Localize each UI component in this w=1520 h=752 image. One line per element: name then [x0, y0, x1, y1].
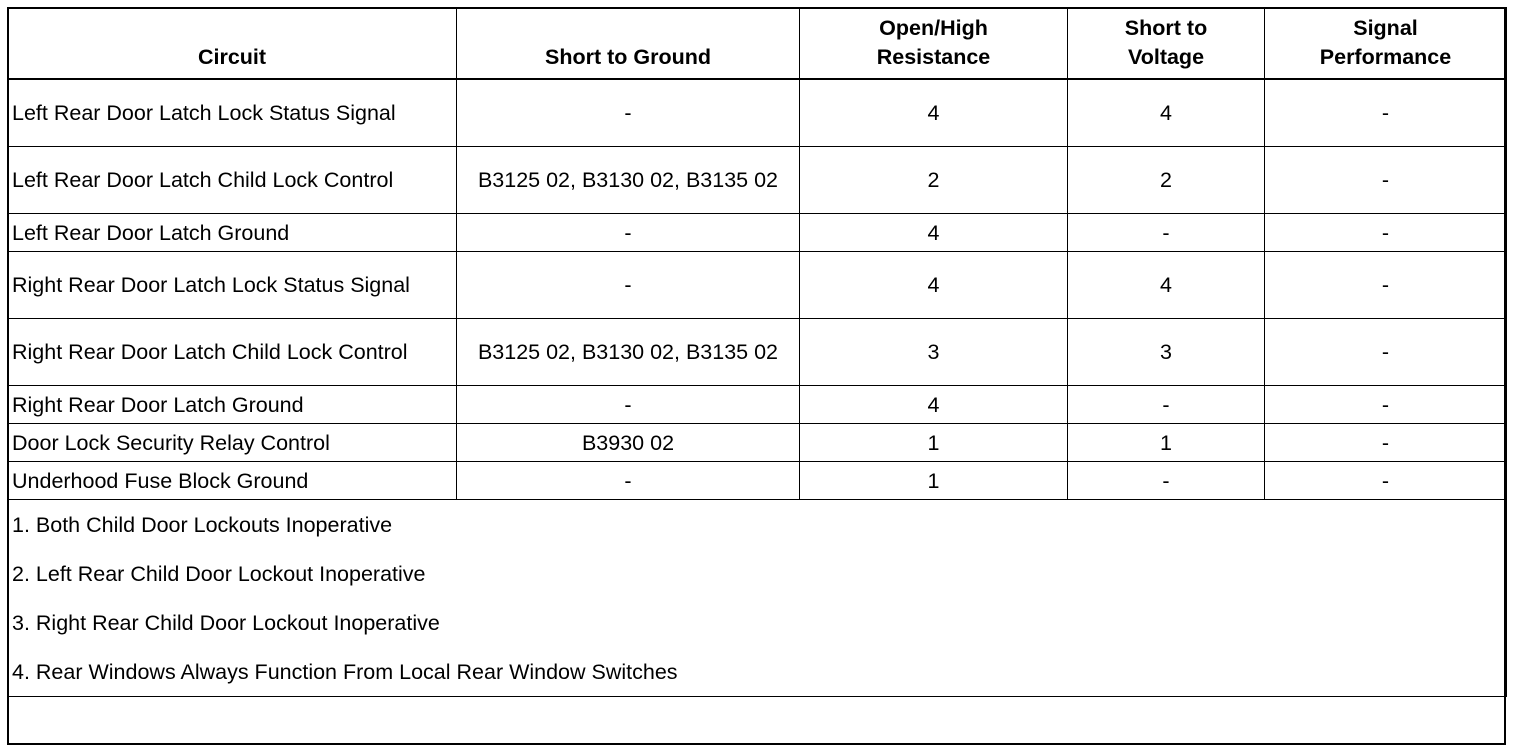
cell-open-high-resistance: 3	[800, 319, 1068, 386]
cell-open-high-resistance: 2	[800, 147, 1068, 214]
cell-short-to-ground: -	[457, 462, 800, 500]
cell-short-to-voltage: 2	[1068, 147, 1265, 214]
cell-signal-performance: -	[1265, 462, 1507, 500]
note-2: 2. Left Rear Child Door Lockout Inoperative	[8, 549, 1507, 598]
cell-circuit: Left Rear Door Latch Ground	[8, 214, 457, 252]
header-signal-performance-line2: Performance	[1319, 45, 1452, 69]
header-short-to-voltage-line2: Voltage	[1127, 45, 1205, 69]
header-open-high-line1: Open/High	[879, 16, 988, 40]
cell-short-to-ground: -	[457, 386, 800, 424]
cell-short-to-ground: B3125 02, B3130 02, B3135 02	[457, 147, 800, 214]
cell-circuit: Right Rear Door Latch Child Lock Control	[8, 319, 457, 386]
cell-short-to-voltage: 4	[1068, 79, 1265, 147]
cell-circuit: Left Rear Door Latch Child Lock Control	[8, 147, 457, 214]
cell-short-to-voltage: -	[1068, 386, 1265, 424]
cell-signal-performance: -	[1265, 147, 1507, 214]
cell-signal-performance: -	[1265, 214, 1507, 252]
header-short-to-voltage-line1: Short to	[1124, 16, 1208, 40]
cell-short-to-ground: -	[457, 252, 800, 319]
note-3: 3. Right Rear Child Door Lockout Inoperative	[8, 598, 1507, 647]
cell-open-high-resistance: 4	[800, 386, 1068, 424]
cell-open-high-resistance: 4	[800, 252, 1068, 319]
cell-short-to-voltage: 1	[1068, 424, 1265, 462]
cell-circuit: Right Rear Door Latch Lock Status Signal	[8, 252, 457, 319]
cell-short-to-ground: -	[457, 214, 800, 252]
cell-signal-performance: -	[1265, 424, 1507, 462]
cell-short-to-ground: B3930 02	[457, 424, 800, 462]
cell-short-to-ground: B3125 02, B3130 02, B3135 02	[457, 319, 800, 386]
note-4: 4. Rear Windows Always Function From Local Rear Window Switches	[8, 647, 1507, 697]
cell-open-high-resistance: 1	[800, 462, 1068, 500]
cell-short-to-voltage: -	[1068, 462, 1265, 500]
header-signal-performance-line1: Signal	[1353, 16, 1418, 40]
header-short-to-ground-label: Short to Ground	[545, 45, 711, 69]
cell-signal-performance: -	[1265, 319, 1507, 386]
header-circuit-label: Circuit	[197, 45, 267, 69]
cell-open-high-resistance: 1	[800, 424, 1068, 462]
cell-open-high-resistance: 4	[800, 79, 1068, 147]
cell-short-to-voltage: -	[1068, 214, 1265, 252]
cell-signal-performance: -	[1265, 386, 1507, 424]
header-open-high-line2: Resistance	[876, 45, 991, 69]
cell-circuit: Left Rear Door Latch Lock Status Signal	[8, 79, 457, 147]
cell-short-to-voltage: 4	[1068, 252, 1265, 319]
cell-open-high-resistance: 4	[800, 214, 1068, 252]
cell-short-to-voltage: 3	[1068, 319, 1265, 386]
cell-signal-performance: -	[1265, 252, 1507, 319]
table-outer-border	[7, 7, 1506, 745]
cell-circuit: Door Lock Security Relay Control	[8, 424, 457, 462]
cell-short-to-ground: -	[457, 79, 800, 147]
cell-circuit: Underhood Fuse Block Ground	[8, 462, 457, 500]
cell-circuit: Right Rear Door Latch Ground	[8, 386, 457, 424]
note-1: 1. Both Child Door Lockouts Inoperative	[8, 500, 1507, 550]
cell-signal-performance: -	[1265, 79, 1507, 147]
